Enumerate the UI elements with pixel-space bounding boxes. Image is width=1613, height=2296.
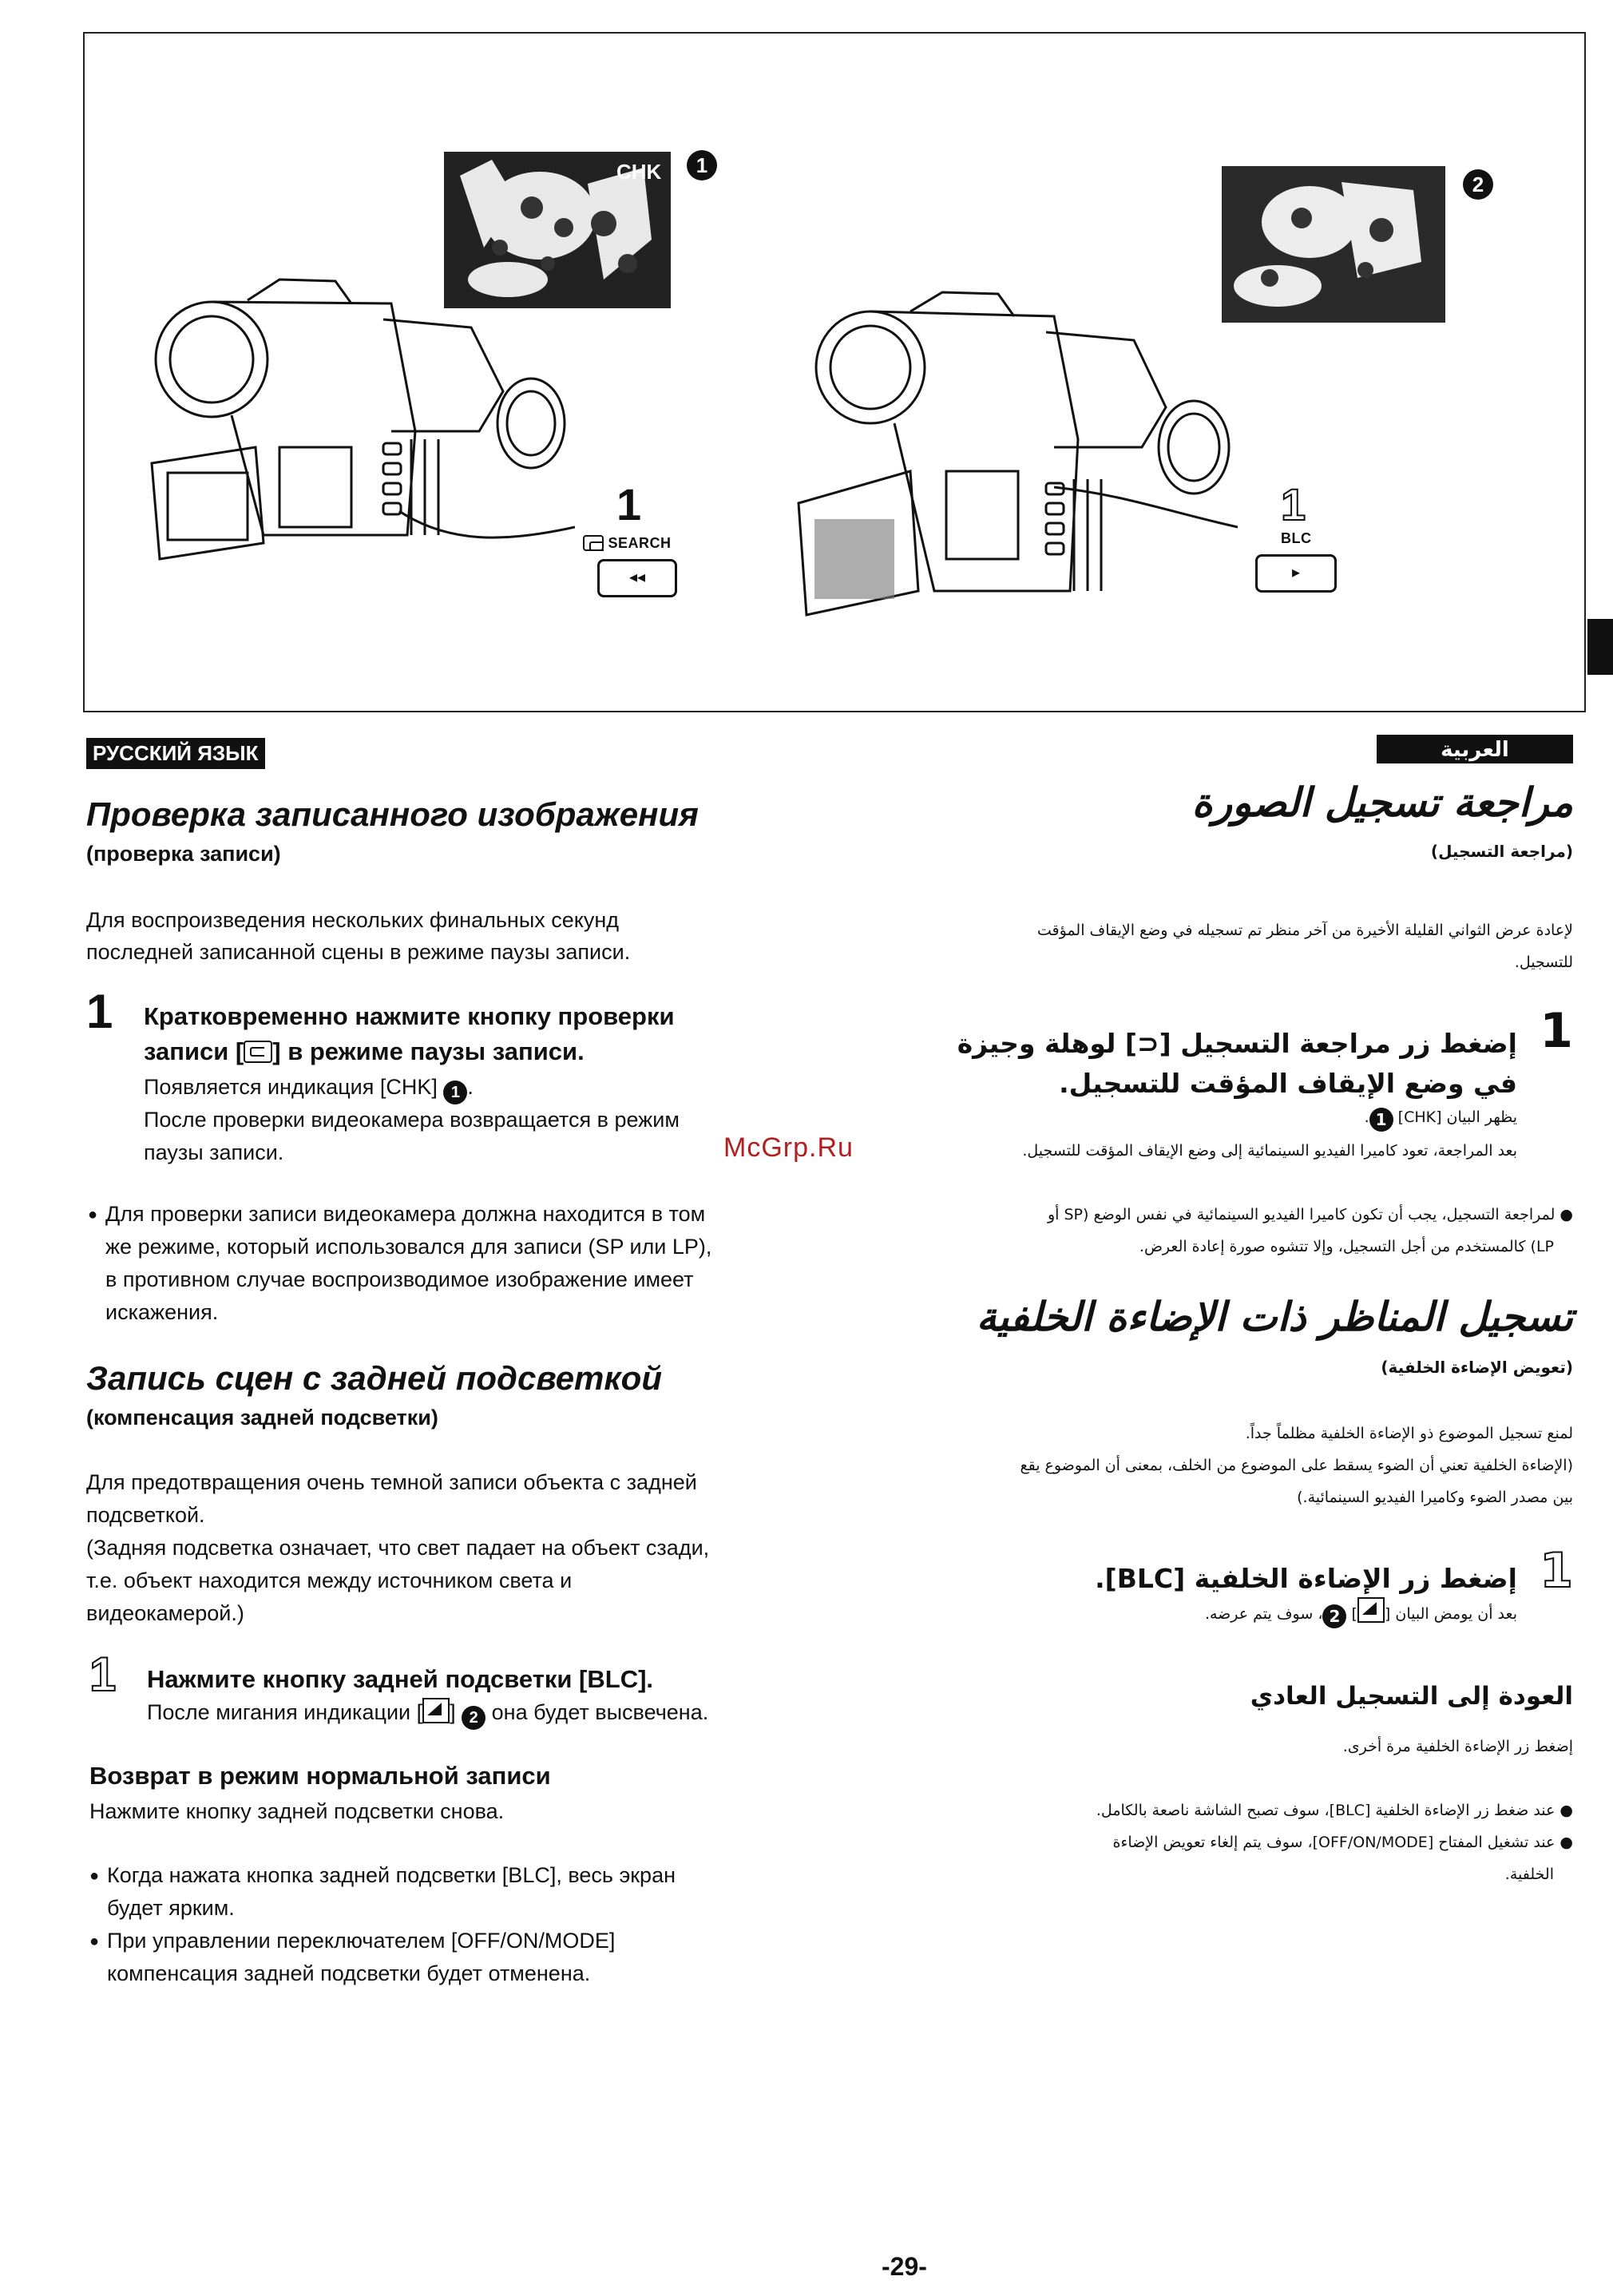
ru-bullet-review-l1: ● Для проверки записи видеокамера должна находится в том [105, 1198, 705, 1231]
ru-intro-review-l1: Для воспроизведения нескольких финальных секунд [86, 908, 620, 932]
ru-step1-note-l3: паузы записи. [144, 1140, 284, 1164]
osd-chk-label: CHK [616, 160, 662, 184]
blc-play-icon: ▸ [1291, 564, 1301, 581]
ar-return-p: إضغط زر الإضاءة الخلفية مرة أخرى. [1342, 1738, 1573, 1755]
ru-step1-bold-l2b: ] в режиме паузы записи. [272, 1037, 585, 1065]
ru-step1-note-l1b: . [467, 1075, 474, 1099]
ru-section-title-backlight: Запись сцен с задней подсветкой [86, 1359, 662, 1397]
ru-bullet-review-l3: в противном случае воспроизводимое изображение имеет [105, 1267, 694, 1291]
ru-step2-note-l1a: После мигания индикации [ [147, 1700, 423, 1724]
arabic-language-tab [1377, 735, 1573, 763]
search-button-label [583, 535, 672, 552]
ru-bullet-review-l4: искажения. [105, 1300, 219, 1324]
search-rewind-button[interactable] [597, 559, 677, 597]
ar-backlight-p-l2: (الإضاءة الخلفية تعني أن الضوء يسقط على الموضوع من الخلف، بمعنى أن الموضوع يقع [1020, 1457, 1573, 1474]
ru-return-bullet1-l2: будет ярким. [107, 1896, 235, 1920]
ar-section-title-return: العودة إلى التسجيل العادي [1250, 1682, 1573, 1711]
ar-step1-bold-l1: إضغط زر مراجعة التسجيل [⊂] لوهلة وجيزة [957, 1028, 1517, 1059]
blc-indicator-icon [422, 1698, 450, 1723]
ru-intro-review-l2: последней записанной сцены в режиме паузы записи. [86, 940, 631, 964]
ru-return-p: Нажмите кнопку задней подсветки снова. [89, 1799, 505, 1823]
blc-button-label: BLC [1281, 530, 1312, 546]
ar-step1-note-l1-text: يظهر البيان [CHK] [1397, 1108, 1517, 1126]
ru-backlight-p-l1: Для предотвращения очень темной записи объекта с задней [86, 1470, 697, 1494]
ar-step1-note-l1: يظهر البيان [CHK] 1. [894, 1100, 1517, 1134]
watermark: McGrp.Ru [723, 1132, 854, 1163]
ar-return-bullet1: ● عند ضغط زر الإضاءة الخلفية [BLC]، سوف تصبح الشاشة ناصعة بالكامل. [1096, 1802, 1573, 1819]
ar-step-number-1: 1 [1540, 1003, 1573, 1059]
page-edge-tab [1587, 619, 1613, 675]
page-number: -29- [882, 2252, 927, 2281]
russian-language-tab: РУССКИЙ ЯЗЫК [86, 738, 265, 769]
ru-step1-bold-l2a: записи [ [144, 1037, 244, 1065]
ru-step2-note-l1b: она будет высвечена. [491, 1700, 709, 1724]
review-icon [583, 535, 604, 551]
ar-bullet-review-l1: ● لمراجعة التسجيل، يجب أن تكون كاميرا الفيديو السينمائية في نفس الوضع (SP أو [1047, 1206, 1573, 1223]
camcorder-right-drawing [791, 287, 1238, 639]
ru-return-bullet1-l1: ● Когда нажата кнопка задней подсветки [BLC], весь экран [107, 1859, 676, 1892]
ar-section-title-backlight: تسجيل المناظر ذات الإضاءة الخلفية [976, 1294, 1573, 1340]
blc-button[interactable] [1255, 554, 1337, 593]
ru-section-subtitle-review: (проверка записи) [86, 842, 281, 866]
ru-backlight-p-l4: т.е. объект находится между источником света и [86, 1568, 573, 1592]
ru-backlight-p-l5: видеокамерой.) [86, 1601, 244, 1625]
rewind-icon: ◂◂ [628, 569, 646, 586]
search-label-text: SEARCH [608, 535, 672, 551]
ar-return-bullet2-l1-text: عند تشغيل المفتاح [OFF/ON/MODE]، سوف يتم إلغاء تعويض الإضاءة [1112, 1834, 1556, 1851]
ru-step2-bold-l1: Нажмите кнопку задней подсветки [BLC]. [147, 1665, 654, 1693]
ar-step2-bold-l1: إضغط زر الإضاءة الخلفية [BLC]. [1095, 1563, 1517, 1594]
camcorder-left-drawing [128, 272, 575, 623]
ar-step1-note-l2: بعد المراجعة، تعود كاميرا الفيديو السينمائية إلى وضع الإيقاف المؤقت للتسجيل. [1022, 1142, 1517, 1160]
ar-bullet-review-l2: LP) كالمستخدم من أجل التسجيل، وإلا تتشوه صورة إعادة العرض. [1139, 1238, 1554, 1255]
ar-section-subtitle-review: (مراجعة التسجيل) [1430, 842, 1573, 861]
callout-number-2: 2 [1463, 169, 1493, 200]
ar-step2-note-l1: بعد أن يومض البيان [] 2، سوف يتم عرضه. [894, 1597, 1517, 1631]
illustration-step-1-left: 1 [616, 479, 642, 529]
ru-step1-bold-l1: Кратковременно нажмите кнопку проверки [144, 1002, 675, 1030]
ru-step1-note-l2: После проверки видеокамера возвращается в режим [144, 1108, 680, 1132]
ru-step2-note-l1: После мигания индикации [ ] 2 она будет высвечена. [147, 1696, 708, 1730]
ru-backlight-p-l3: (Задняя подсветка означает, что свет падает на объект сзади, [86, 1536, 710, 1560]
ru-callout-1: 1 [443, 1081, 467, 1104]
ar-return-bullet2-l1: ● عند تشغيل المفتاح [OFF/ON/MODE]، سوف يتم إلغاء تعويض الإضاءة [1112, 1834, 1573, 1851]
illustration-step-1-right: 1 [1281, 479, 1306, 529]
ru-step-number-1: 1 [86, 985, 113, 1038]
ar-blc-indicator-icon [1357, 1597, 1385, 1623]
ru-section-subtitle-backlight: (компенсация задней подсветки) [86, 1406, 438, 1430]
ar-step-number-1b: 1 [1540, 1543, 1573, 1599]
ru-callout-2: 2 [462, 1706, 485, 1730]
ru-step1-bold-l2 [144, 1033, 585, 1069]
ar-return-bullet1-text: عند ضغط زر الإضاءة الخلفية [BLC]، سوف تصبح الشاشة ناصعة بالكامل. [1096, 1802, 1556, 1819]
right-playback-screen [1222, 166, 1445, 323]
ru-backlight-p-l2: подсветкой. [86, 1503, 205, 1527]
ru-section-title-return: Возврат в режим нормальной записи [89, 1762, 551, 1790]
arabic-language-tab-label: العربية [1441, 737, 1509, 761]
ar-backlight-p-l3: بين مصدر الضوء وكاميرا الفيديو السينمائية.) [1297, 1489, 1573, 1506]
ar-section-title-review: مراجعة تسجيل الصورة [1191, 779, 1573, 826]
ar-callout-2: 2 [1322, 1604, 1346, 1628]
ar-bullet-review-l1-text: لمراجعة التسجيل، يجب أن تكون كاميرا الفيديو السينمائية في نفس الوضع (SP أو [1047, 1206, 1556, 1223]
ru-step1-note-l1a: Появляется индикация [CHK] [144, 1075, 438, 1099]
ar-step1-bold-l2: في وضع الإيقاف المؤقت للتسجيل. [1059, 1068, 1517, 1099]
callout-number-1: 1 [687, 150, 717, 180]
ru-step-number-1b: 1 [89, 1648, 117, 1701]
ru-bullet-review-l2: же режиме, который использовался для записи (SP или LP), [105, 1235, 712, 1259]
ar-section-subtitle-backlight: (تعويض الإضاءة الخلفية) [1381, 1358, 1573, 1377]
ru-section-title-review: Проверка записанного изображения [86, 795, 699, 833]
ar-callout-1: 1 [1369, 1108, 1393, 1132]
ar-backlight-p-l1: لمنع تسجيل الموضوع ذو الإضاءة الخلفية مظلماً جداً. [1245, 1425, 1573, 1442]
ar-intro-review-l2: للتسجيل. [1514, 954, 1573, 971]
ar-intro-review-l1: لإعادة عرض الثواني القليلة الأخيرة من آخر منظر تم تسجيله في وضع الإيقاف المؤقت [1036, 922, 1573, 939]
ar-step2-note-l1b: ، سوف يتم عرضه. [1204, 1605, 1323, 1623]
ru-step1-note-l1 [144, 1071, 474, 1104]
ru-return-bullet2-l2: компенсация задней подсветки будет отменена. [107, 1961, 591, 1985]
ar-return-bullet2-l2: الخلفية. [1504, 1866, 1554, 1883]
ru-return-bullet2-l1: ● При управлении переключателем [OFF/ON/MODE] [107, 1925, 615, 1957]
review-button-icon [244, 1041, 272, 1063]
ar-step2-note-l1a: بعد أن يومض البيان [ [1384, 1605, 1517, 1623]
